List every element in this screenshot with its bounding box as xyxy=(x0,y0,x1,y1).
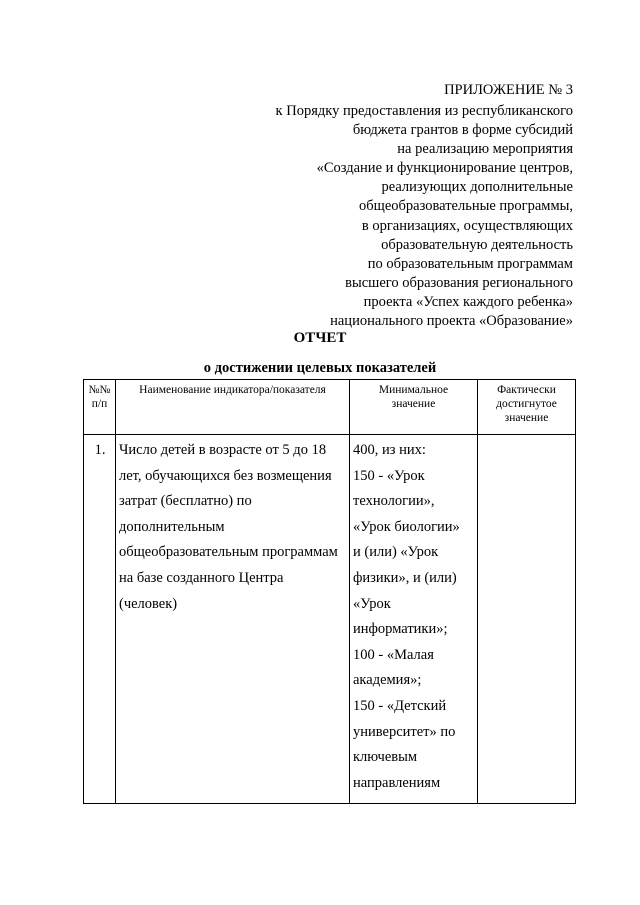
indicator-line: на базе созданного Центра xyxy=(119,569,284,586)
min-value-line: 400, из них: xyxy=(353,442,426,458)
header-actual-value xyxy=(478,380,576,435)
header-actual-line: значение xyxy=(504,412,549,424)
appendix-line: «Создание и функционирование центров, xyxy=(316,160,573,177)
header-min-value xyxy=(350,380,478,435)
row-num: 1. xyxy=(84,435,116,804)
indicators-table xyxy=(83,379,576,804)
min-value-line: 150 - «Урок xyxy=(353,467,425,484)
table-row xyxy=(84,435,576,804)
indicator-line: затрат (бесплатно) по xyxy=(119,493,252,510)
appendix-line: общеобразовательные программы, xyxy=(359,198,573,215)
indicator-line: дополнительным xyxy=(119,518,225,535)
row-indicator-name xyxy=(116,435,350,804)
min-value-line: «Урок биологии» xyxy=(353,518,460,535)
appendix-title: ПРИЛОЖЕНИЕ № 3 xyxy=(444,82,573,98)
row-actual-value xyxy=(478,435,576,804)
header-actual-line: достигнутое xyxy=(496,398,557,410)
header-min-line: Минимальное xyxy=(378,384,449,396)
header-num-line: п/п xyxy=(91,398,108,410)
header-num xyxy=(84,380,116,435)
min-value-line: ключевым xyxy=(353,749,418,766)
min-value-line: академия»; xyxy=(353,672,422,689)
min-value-line: 150 - «Детский xyxy=(353,697,447,714)
appendix-line: по образовательным программам xyxy=(367,255,573,272)
indicator-line: общеобразовательным программам xyxy=(119,544,338,561)
min-value-line: «Урок xyxy=(353,595,391,612)
appendix-line: образовательную деятельность xyxy=(381,236,573,253)
min-value-line: физики», и (или) xyxy=(353,569,457,586)
min-value-line: направлениям xyxy=(353,774,441,791)
header-name-line: Наименование индикатора/показателя xyxy=(139,384,326,396)
indicator-line: лет, обучающихся без возмещения xyxy=(119,467,332,484)
appendix-line: на реализацию мероприятия xyxy=(397,141,573,158)
min-value-line: технологии», xyxy=(353,493,435,510)
report-title: ОТЧЕТ xyxy=(293,330,347,346)
min-value-line: информатики»; xyxy=(353,621,448,638)
appendix-line: высшего образования регионального xyxy=(345,274,573,291)
min-value-line: 100 - «Малая xyxy=(353,646,434,663)
min-value-line: университет» по xyxy=(353,723,456,740)
appendix-block xyxy=(276,102,573,331)
appendix-line: национального проекта «Образование» xyxy=(330,313,573,330)
appendix-line: бюджета грантов в форме субсидий xyxy=(352,122,573,139)
table-header-row xyxy=(84,380,576,435)
report-subtitle: о достижении целевых показателей xyxy=(203,360,437,376)
appendix-line: в организациях, осуществляющих xyxy=(361,217,573,234)
row-min-value xyxy=(350,435,478,804)
header-min-line: значение xyxy=(391,398,436,410)
min-value-line: и (или) «Урок xyxy=(353,544,439,561)
appendix-line: к Порядку предоставления из республиканского xyxy=(275,103,573,119)
indicator-line: Число детей в возрасте от 5 до 18 xyxy=(119,442,327,458)
header-num-line: №№ xyxy=(88,384,111,396)
header-actual-line: Фактически xyxy=(497,384,556,396)
indicator-line: (человек) xyxy=(119,595,178,612)
header-name xyxy=(116,380,350,435)
appendix-line: реализующих дополнительные xyxy=(381,179,573,196)
appendix-line: проекта «Успех каждого ребенка» xyxy=(363,293,573,310)
